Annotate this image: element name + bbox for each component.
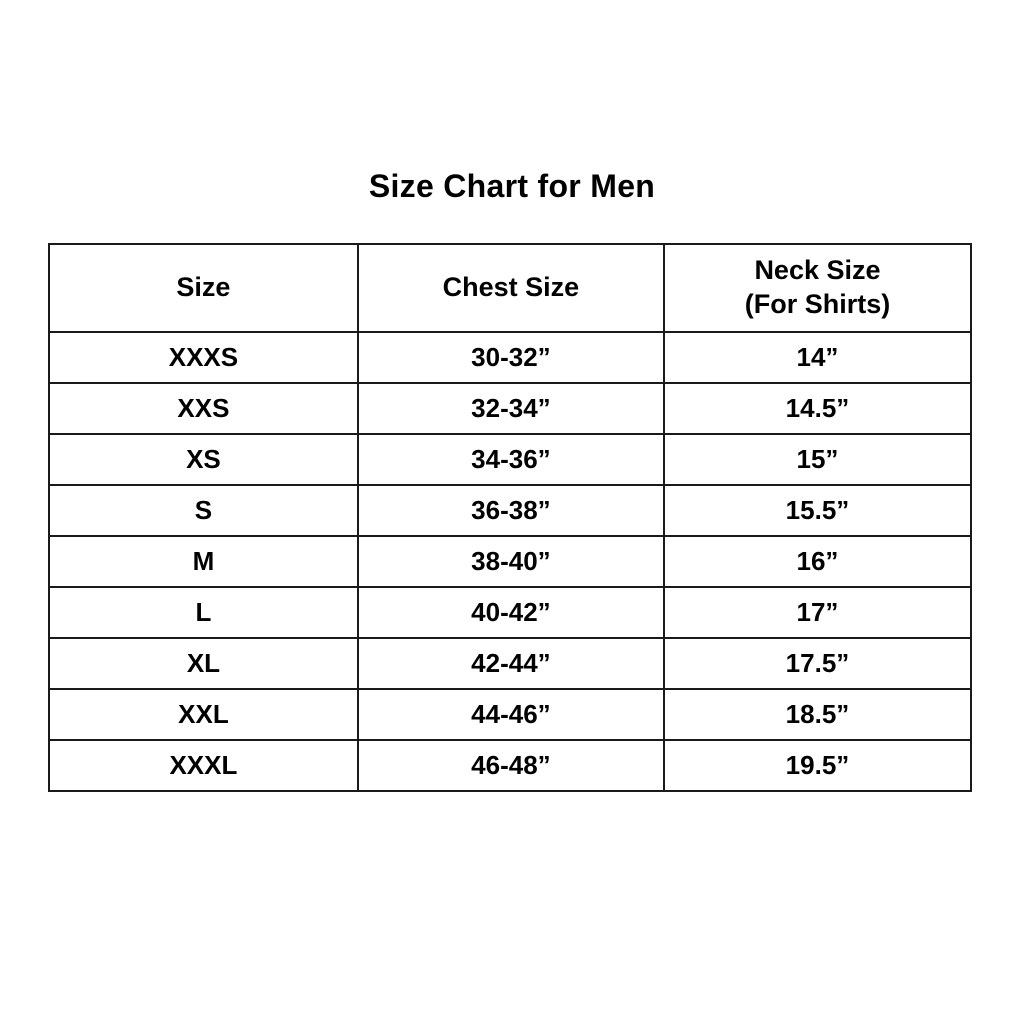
chest-size-cell: 46-48” [358, 740, 664, 791]
header-size: Size [49, 244, 358, 332]
size-cell: XXL [49, 689, 358, 740]
table-row [49, 740, 971, 791]
chest-size-cell: 38-40” [358, 536, 664, 587]
page-title: Size Chart for Men [368, 168, 656, 204]
chest-size-cell: 34-36” [358, 434, 664, 485]
size-cell: XXXL [49, 740, 358, 791]
table-row [49, 638, 971, 689]
chest-size-cell: 30-32” [358, 332, 664, 383]
table-row [49, 689, 971, 740]
neck-size-cell: 14” [664, 332, 971, 383]
header-neck-size-label: Neck Size [754, 255, 881, 286]
size-table-body [49, 332, 971, 791]
table-row [49, 434, 971, 485]
size-cell: XXS [49, 383, 358, 434]
chest-size-cell: 36-38” [358, 485, 664, 536]
neck-size-cell: 17.5” [664, 638, 971, 689]
size-cell: XXXS [49, 332, 358, 383]
table-row [49, 536, 971, 587]
header-chest-size: Chest Size [358, 244, 664, 332]
table-header [49, 244, 971, 332]
header-neck-size [664, 244, 971, 332]
neck-size-cell: 19.5” [664, 740, 971, 791]
size-cell: XL [49, 638, 358, 689]
table-row [49, 332, 971, 383]
neck-size-cell: 17” [664, 587, 971, 638]
neck-size-cell: 15.5” [664, 485, 971, 536]
size-cell: XS [49, 434, 358, 485]
chest-size-cell: 42-44” [358, 638, 664, 689]
size-cell: L [49, 587, 358, 638]
neck-size-cell: 15” [664, 434, 971, 485]
neck-size-cell: 14.5” [664, 383, 971, 434]
neck-size-cell: 18.5” [664, 689, 971, 740]
table-row [49, 587, 971, 638]
neck-size-cell: 16” [664, 536, 971, 587]
header-neck-size-sublabel: (For Shirts) [744, 289, 891, 319]
chest-size-cell: 32-34” [358, 383, 664, 434]
size-cell: M [49, 536, 358, 587]
size-chart-table [48, 243, 972, 792]
chest-size-cell: 40-42” [358, 587, 664, 638]
chest-size-cell: 44-46” [358, 689, 664, 740]
size-cell: S [49, 485, 358, 536]
table-row [49, 485, 971, 536]
table-row [49, 383, 971, 434]
header-row [49, 244, 971, 332]
